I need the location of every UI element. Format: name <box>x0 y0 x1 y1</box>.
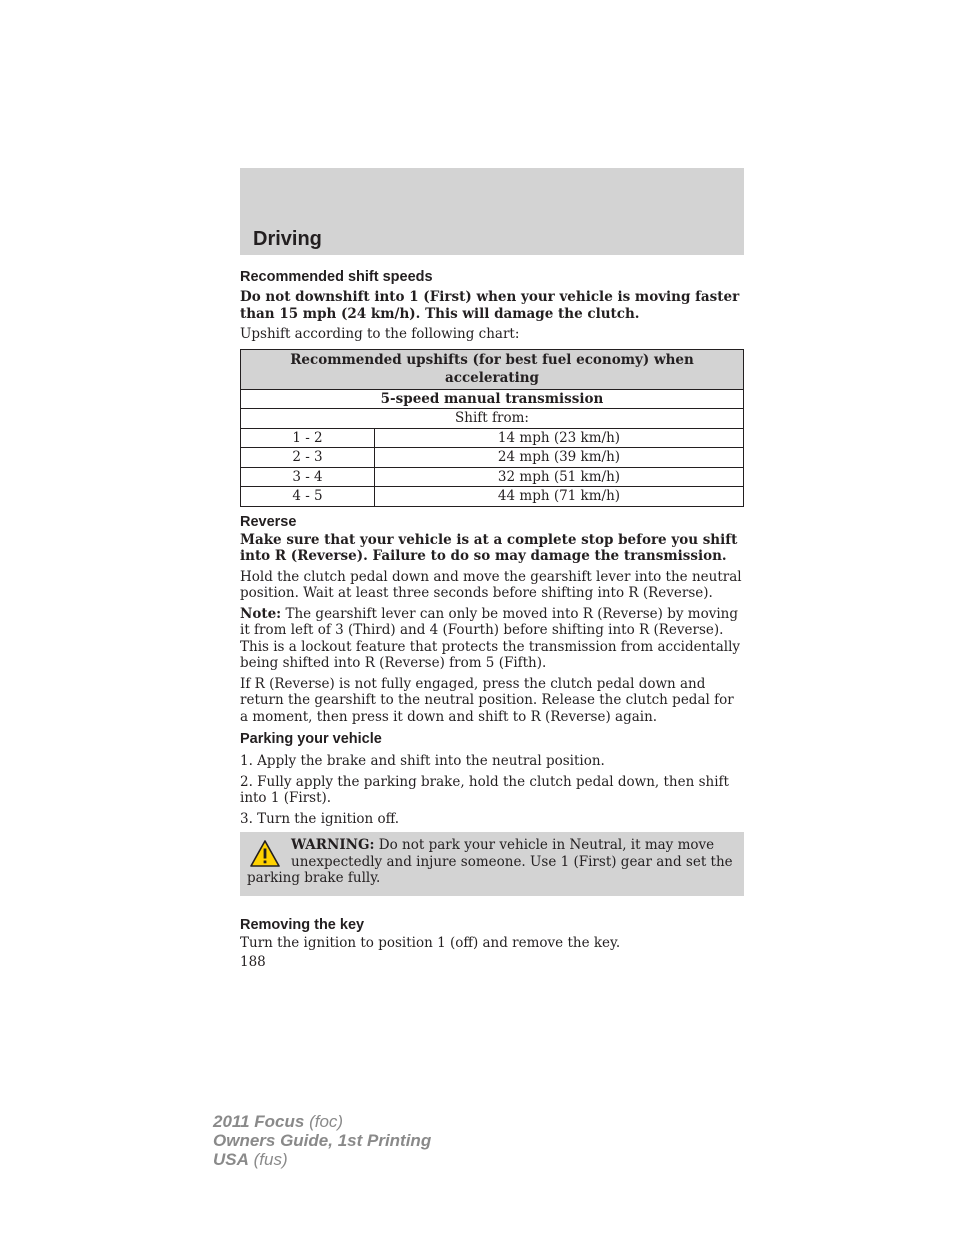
footer-line-1 <box>213 1112 431 1131</box>
gear-cell: 4 - 5 <box>241 487 375 507</box>
footer-market-code: (fus) <box>248 1150 288 1169</box>
gear-cell: 1 - 2 <box>241 428 375 448</box>
table-subtitle: 5-speed manual transmission <box>241 389 744 409</box>
reverse-note <box>240 606 744 672</box>
reverse-heading: Reverse <box>240 513 297 530</box>
warning-body: Do not park your vehicle in Neutral, it may move unexpectedly and injure someone. Use 1 (First) gear and set the parking brake fully. <box>247 837 733 886</box>
parking-step-3: 3. Turn the ignition off. <box>240 810 400 827</box>
table-row <box>241 428 744 448</box>
removing-key-text: Turn the ignition to position 1 (off) and remove the key. <box>240 934 621 951</box>
speed-cell: 14 mph (23 km/h) <box>375 428 744 448</box>
table-shift-from: Shift from: <box>241 409 744 429</box>
section-header-band <box>240 168 744 255</box>
parking-step-1: 1. Apply the brake and shift into the neutral position. <box>240 753 605 769</box>
page-number: 188 <box>240 954 266 970</box>
warning-text <box>247 837 737 887</box>
warning-label: WARNING: <box>291 837 375 853</box>
speed-cell: 24 mph (39 km/h) <box>375 448 744 468</box>
table-row <box>241 448 744 468</box>
speed-cell: 44 mph (71 km/h) <box>375 487 744 507</box>
reverse-paragraph-1: Hold the clutch pedal down and move the gearshift lever into the neutral position. Wait at least three seconds before shifting into R (Reverse). <box>240 568 742 601</box>
removing-key-heading: Removing the key <box>240 916 365 933</box>
section-title: Driving <box>253 228 322 250</box>
table-row <box>241 467 744 487</box>
page-content <box>240 267 744 971</box>
shift-speeds-warning: Do not downshift into 1 (First) when your vehicle is moving faster than 15 mph (24 km/h). This will damage the clutch. <box>240 289 740 322</box>
reverse-paragraph-2: If R (Reverse) is not fully engaged, press the clutch pedal down and return the gearshift to the neutral position. Release the clutch pedal for a moment, then press it down and shift to R (Reverse) again. <box>240 675 734 725</box>
shift-speeds-heading: Recommended shift speeds <box>240 269 433 285</box>
footer-line-3 <box>213 1150 431 1169</box>
reverse-warning: Make sure that your vehicle is at a complete stop before you shift into R (Reverse). Failure to do so may damage the transmission. <box>240 531 738 564</box>
warning-triangle-icon <box>249 839 281 869</box>
footer-model: 2011 Focus <box>213 1112 305 1131</box>
speed-cell: 32 mph (51 km/h) <box>375 467 744 487</box>
note-text: The gearshift lever can only be moved into R (Reverse) by moving it from left of 3 (Third) and 4 (Fourth) before shifting into R (Reverse). This is a lockout feature that protects the transmission from accidentally being shifted into R (Reverse) from 5 (Fifth). <box>240 605 741 671</box>
shift-speed-table <box>240 349 744 507</box>
note-label: Note: <box>240 605 282 622</box>
gear-cell: 3 - 4 <box>241 467 375 487</box>
footer-market: USA <box>213 1150 249 1169</box>
parking-heading: Parking your vehicle <box>240 731 382 747</box>
table-title: Recommended upshifts (for best fuel economy) when accelerating <box>241 349 744 389</box>
parking-step-2: 2. Fully apply the parking brake, hold the clutch pedal down, then shift into 1 (First). <box>240 773 729 806</box>
shift-speeds-intro: Upshift according to the following chart: <box>240 326 520 342</box>
gear-cell: 2 - 3 <box>241 448 375 468</box>
footer-line-2: Owners Guide, 1st Printing <box>213 1131 432 1150</box>
table-row <box>241 487 744 507</box>
footer-model-code: (foc) <box>304 1112 344 1131</box>
footer <box>213 1112 431 1169</box>
warning-box <box>240 832 744 896</box>
